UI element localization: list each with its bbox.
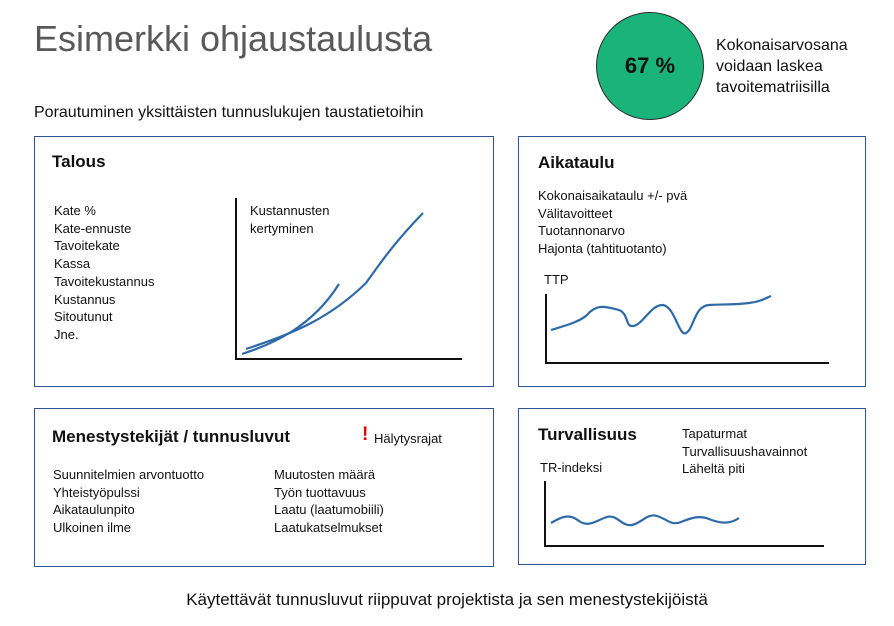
score-note-line: tavoitematriisilla [716, 79, 830, 96]
ttp-chart-axes [546, 294, 829, 363]
score-note-line: voidaan laskea [716, 58, 823, 75]
list-item: Laatu (laatumobiili) [274, 502, 384, 518]
success-factor-list-right [274, 466, 384, 537]
overall-score-value: 67 % [624, 53, 676, 78]
list-item: Aikataulunpito [53, 502, 135, 518]
score-note [716, 35, 876, 98]
panel-aikataulu [518, 136, 866, 387]
list-item: Työn tuottavuus [274, 484, 366, 500]
score-note-line: Kokonaisarvosana [716, 37, 848, 54]
alarm-thresholds-label: Hälytysrajat [374, 431, 442, 446]
ttp-sketch [519, 137, 867, 388]
cost-curve-actual [242, 284, 339, 354]
list-item: Laatukatselmukset [274, 520, 383, 536]
list-item: Turvallisuushavainnot [682, 443, 808, 459]
list-item: Tapaturmat [682, 426, 748, 441]
list-item: Tavoitekate [54, 238, 120, 254]
page-subtitle: Porautuminen yksittäisten tunnuslukujen taustatietoihin [34, 104, 424, 121]
success-factor-list-left [53, 466, 204, 537]
list-item: Läheltä piti [682, 461, 745, 477]
list-item: Kokonaisaikataulu +/- pvä [538, 188, 688, 203]
panel-talous [34, 136, 494, 387]
alarm-icon: ! [362, 424, 369, 445]
cost-chart-axes [236, 198, 462, 359]
overall-score-circle [596, 12, 704, 120]
ttp-curve [551, 296, 771, 333]
cost-chart-label-line: Kustannusten [250, 203, 330, 218]
list-item: Kate-ennuste [54, 220, 132, 236]
list-item: Yhteistyöpulssi [53, 484, 140, 500]
list-item: Tuotannonarvo [538, 223, 625, 239]
cost-curve-planned [246, 213, 423, 349]
list-item: Jne. [54, 326, 79, 342]
tr-index-chart-label: TR-indeksi [540, 460, 603, 475]
panel-menestystekijat-title: Menestystekijät / tunnusluvut [52, 427, 291, 446]
list-item: Hajonta (tahtituotanto) [538, 241, 667, 257]
tr-index-chart-axes [545, 481, 824, 546]
list-item: Ulkoinen ilme [53, 520, 132, 536]
ttp-chart-label: TTP [544, 272, 569, 287]
cost-accumulation-sketch [35, 137, 495, 388]
list-item: Kate % [54, 203, 96, 218]
tr-index-curve [551, 515, 739, 525]
footer-note: Käytettävät tunnusluvut riippuvat projektista ja sen menestystekijöistä [186, 590, 708, 609]
list-item: Kustannus [54, 291, 116, 307]
panel-turvallisuus [518, 408, 866, 565]
list-item: Tavoitekustannus [54, 273, 155, 289]
page-title: Esimerkki ohjaustaulusta [34, 18, 433, 59]
list-item: Suunnitelmien arvontuotto [53, 467, 205, 482]
cost-chart-label-line: kertyminen [250, 220, 314, 236]
tr-index-sketch [519, 409, 867, 566]
list-item: Sitoutunut [54, 309, 113, 325]
panel-aikataulu-title: Aikataulu [538, 153, 615, 172]
list-item: Välitavoitteet [538, 205, 613, 221]
panel-menestystekijat [34, 408, 494, 567]
list-item: Kassa [54, 256, 91, 272]
panel-turvallisuus-title: Turvallisuus [538, 425, 637, 444]
panel-talous-title: Talous [52, 152, 106, 171]
list-item: Muutosten määrä [274, 467, 376, 482]
